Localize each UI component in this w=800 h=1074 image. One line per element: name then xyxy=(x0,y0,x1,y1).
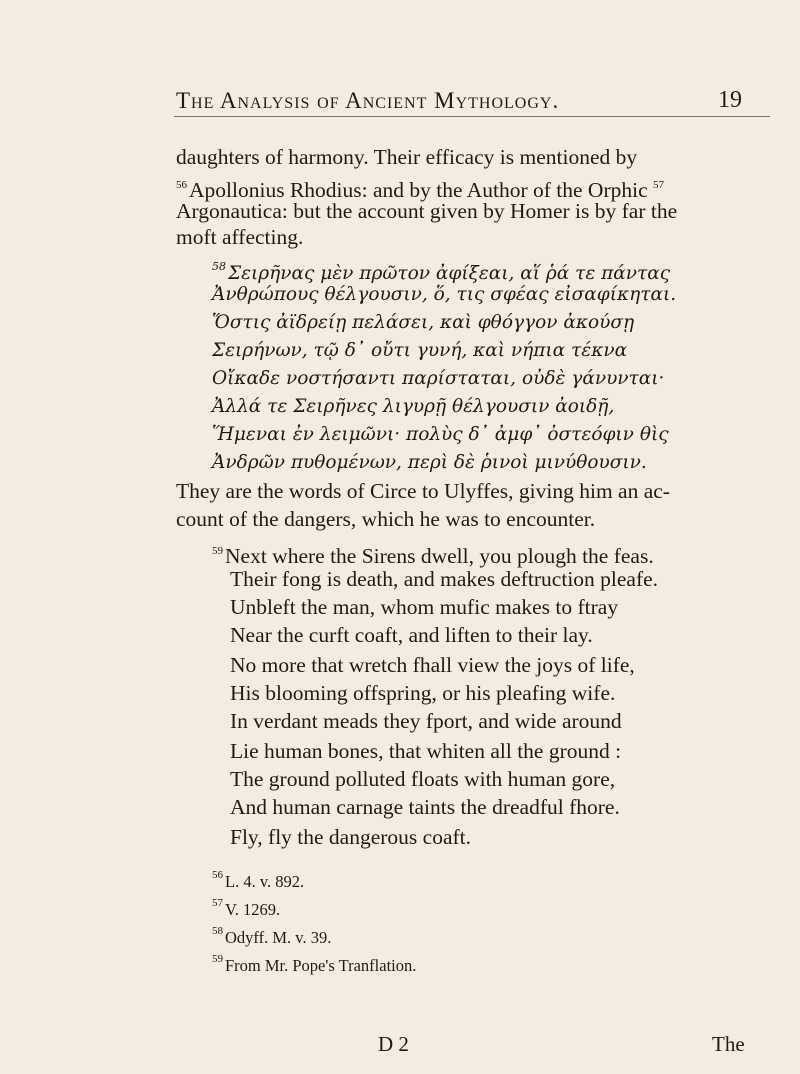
prose-text: Apollonius Rhodius: and by the Author of the Orphic xyxy=(189,178,648,202)
prose-line: They are the words of Circe to Ulyffes, giving him an ac- xyxy=(176,479,670,503)
footnote-number: 59 xyxy=(212,953,223,965)
catchword: The xyxy=(712,1032,745,1056)
poem-line xyxy=(212,538,654,569)
signature-mark: D 2 xyxy=(378,1032,409,1056)
poem-line: Unbleft the man, whom mufic makes to ftray xyxy=(230,595,619,619)
poem-line: And human carnage taints the dreadful fhore. xyxy=(230,795,620,819)
footnote-text: V. 1269. xyxy=(225,900,281,919)
greek-text: Σειρῆνας μὲν πρῶτον ἀφίξεαι, αἵ ῥά τε πάντας xyxy=(228,263,671,284)
header-rule xyxy=(174,116,770,117)
footnote-ref: 56 xyxy=(176,179,187,191)
poem-line: The ground polluted floats with human gore, xyxy=(230,767,616,791)
poem-line: Their fong is death, and makes deftruction pleafe. xyxy=(230,567,659,591)
prose-line: daughters of harmony. Their efficacy is mentioned by xyxy=(176,145,638,169)
prose-line: moft affecting. xyxy=(176,225,304,249)
page-number: 19 xyxy=(718,87,742,113)
poem-line: Fly, fly the dangerous coaft. xyxy=(230,825,472,849)
footnote-number: 57 xyxy=(212,897,223,909)
footnote-ref: 59 xyxy=(212,545,223,557)
prose-line: count of the dangers, which he was to encounter. xyxy=(176,507,596,531)
footnote-text: Odyff. M. v. 39. xyxy=(225,928,332,947)
running-head: The Analysis of Ancient Mythology. xyxy=(176,88,560,113)
greek-line: Σειρήνων, τῷ δ᾽ οὔτι γυνή, καὶ νήπια τέκνα xyxy=(212,340,628,361)
poem-text: Next where the Sirens dwell, you plough the feas. xyxy=(225,544,654,568)
prose-line: Argonautica: but the account given by Homer is by far the xyxy=(176,199,678,223)
greek-line: Ἀνδρῶν πυθομένων, περὶ δὲ ῥινοὶ μινύθουσιν. xyxy=(212,452,647,473)
poem-line: In verdant meads they fport, and wide around xyxy=(230,709,622,733)
greek-line: Ἥμεναι ἐν λειμῶνι· πολὺς δ᾽ ἀμφ᾽ ὀστεόφιν θὶς xyxy=(212,424,669,445)
poem-line: No more that wretch fhall view the joys of life, xyxy=(230,653,635,677)
poem-line: Near the curft coaft, and liften to their lay. xyxy=(230,623,593,647)
footnote-number: 58 xyxy=(212,925,223,937)
greek-line: Ἀλλά τε Σειρῆνες λιγυρῇ θέλγουσιν ἀοιδῇ, xyxy=(212,396,615,417)
greek-line: Οἴκαδε νοστήσαντι παρίσταται, οὐδὲ γάνυνται· xyxy=(212,368,665,389)
footnote xyxy=(212,946,416,979)
footnote-ref: 58 xyxy=(212,260,226,273)
footnote-number: 56 xyxy=(212,869,223,881)
poem-line: Lie human bones, that whiten all the ground : xyxy=(230,739,622,763)
footnote-text: L. 4. v. 892. xyxy=(225,872,305,891)
footnote-ref: 57 xyxy=(653,179,665,191)
greek-line: Ἀνθρώπους θέλγουσιν, ὅ, τις σφέας εἰσαφίκηται. xyxy=(212,284,677,305)
footnote-text: From Mr. Pope's Tranflation. xyxy=(225,956,417,975)
poem-line: His blooming offspring, or his pleafing wife. xyxy=(230,681,616,705)
greek-line: Ὅστις ἀϊδρείῃ πελάσει, καὶ φθόγγον ἀκούσῃ xyxy=(212,312,635,333)
